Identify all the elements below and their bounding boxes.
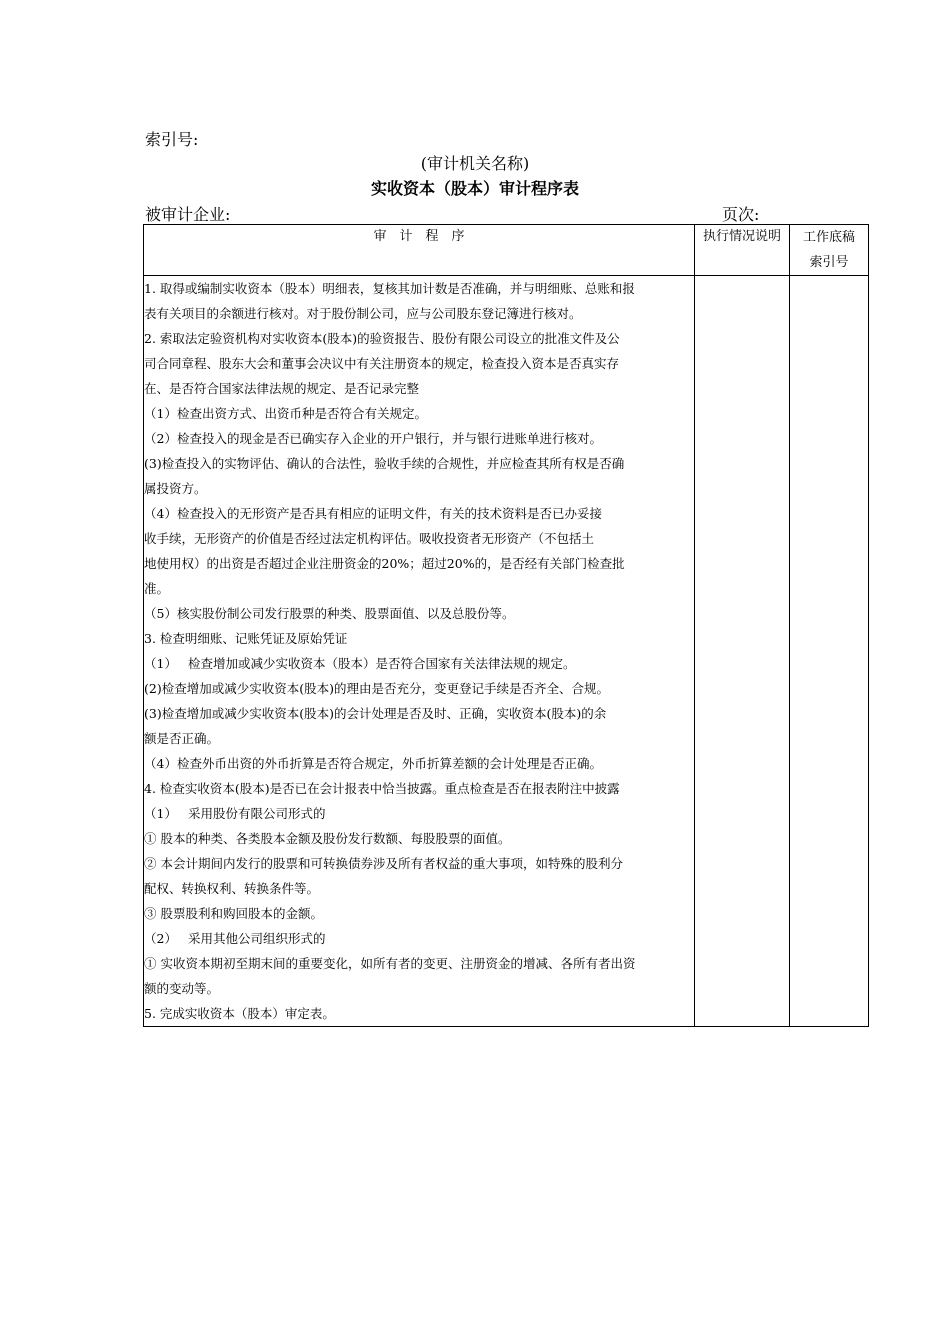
- workpaper-ref-line2: 索引号: [809, 255, 849, 270]
- audit-procedure-table: [143, 224, 869, 1027]
- procedure-line: 表有关项目的余额进行核对。对于股份制公司，应与公司股东登记簿进行核对。: [144, 306, 582, 321]
- procedure-line: （2）检查投入的现金是否已确实存入企业的开户银行，并与银行进账单进行核对。: [144, 431, 602, 446]
- procedure-line: 地使用权）的出资是否超过企业注册资金的20%；超过20%的，是否经有关部门检查批: [144, 556, 625, 571]
- procedure-line: (3)检查投入的实物评估、确认的合法性，验收手续的合规性，并应检查其所有权是否确: [144, 456, 625, 471]
- procedure-line: 收手续，无形资产的价值是否经过法定机构评估。吸收投资者无形资产（不包括土: [144, 531, 595, 546]
- item-number: （1）: [144, 806, 177, 821]
- procedure-line: 准。: [144, 581, 170, 596]
- item-text: 检查增加或减少实收资本（股本）是否符合国家有关法律法规的规定。: [188, 656, 576, 671]
- procedure-line: 额的变动等。: [144, 981, 220, 996]
- procedure-line: 3. 检查明细账、记账凭证及原始凭证: [144, 631, 348, 646]
- procedure-line: 4. 检查实收资本(股本)是否已在会计报表中恰当披露。重点检查是否在报表附注中披露: [144, 781, 620, 796]
- procedure-line: （4）检查投入的无形资产是否具有相应的证明文件，有关的技术资料是否已办妥接: [144, 506, 602, 521]
- audited-enterprise-label: 被审计企业:: [145, 205, 231, 224]
- procedure-line: [144, 651, 694, 676]
- procedure-line: 配权、转换权利、转换条件等。: [144, 881, 320, 896]
- item-number: （1）: [144, 656, 177, 671]
- item-text: 采用股份有限公司形式的: [188, 806, 326, 821]
- procedure-line: 2. 索取法定验资机构对实收资本(股本)的验资报告、股份有限公司设立的批准文件及公: [144, 331, 620, 346]
- item-text: 采用其他公司组织形式的: [188, 931, 326, 946]
- execution-notes-cell[interactable]: [695, 276, 790, 1027]
- procedure-line: [144, 926, 694, 951]
- procedure-line: 1. 取得或编制实收资本（股本）明细表，复核其加计数是否准确，并与明细账、总账和报: [144, 281, 635, 296]
- procedure-line: (3)检查增加或减少实收资本(股本)的会计处理是否及时、正确，实收资本(股本)的余: [144, 706, 607, 721]
- page-title: 实收资本（股本）审计程序表: [370, 179, 579, 198]
- procedure-line: ① 实收资本期初至期末间的重要变化，如所有者的变更、注册资金的增减、各所有者出资: [144, 956, 636, 971]
- procedure-line: ③ 股票股利和购回股本的金额。: [144, 906, 323, 921]
- column-header-procedure: 审 计 程 序: [144, 225, 695, 276]
- procedure-line: 5. 完成实收资本（股本）审定表。: [144, 1006, 335, 1021]
- procedure-line: 司合同章程、股东大会和董事会决议中有关注册资本的规定，检查投入资本是否真实存: [144, 356, 620, 371]
- audit-org-name: (审计机关名称): [420, 154, 530, 173]
- table-body-row: [144, 276, 869, 1027]
- table-header-row: [144, 225, 869, 276]
- column-header-workpaper-ref: [790, 225, 869, 276]
- item-number: （2）: [144, 931, 177, 946]
- procedure-line: ② 本会计期间内发行的股票和可转换债券涉及所有者权益的重大事项，如特殊的股利分: [144, 856, 623, 871]
- index-number-label: 索引号:: [145, 130, 199, 149]
- procedure-line: ① 股本的种类、各类股本金额及股份发行数额、每股股票的面值。: [144, 831, 511, 846]
- procedure-line: 在、是否符合国家法律法规的规定、是否记录完整: [144, 381, 420, 396]
- procedure-content-cell: [144, 276, 695, 1027]
- page-number-label: 页次:: [722, 205, 760, 224]
- procedure-line: （5）核实股份制公司发行股票的种类、股票面值、以及总股份等。: [144, 606, 515, 621]
- procedure-line: 属投资方。: [144, 481, 207, 496]
- procedure-line: （4）检查外币出资的外币折算是否符合规定，外币折算差额的会计处理是否正确。: [144, 756, 602, 771]
- column-header-execution: 执行情况说明: [695, 225, 790, 276]
- workpaper-ref-cell[interactable]: [790, 276, 869, 1027]
- procedure-line: [144, 801, 694, 826]
- procedure-line: (2)检查增加或减少实收资本(股本)的理由是否充分，变更登记手续是否齐全、合规。: [144, 681, 609, 696]
- procedure-line: 额是否正确。: [144, 731, 220, 746]
- procedure-line: （1）检查出资方式、出资币种是否符合有关规定。: [144, 406, 427, 421]
- workpaper-ref-line1: 工作底稿: [802, 230, 855, 245]
